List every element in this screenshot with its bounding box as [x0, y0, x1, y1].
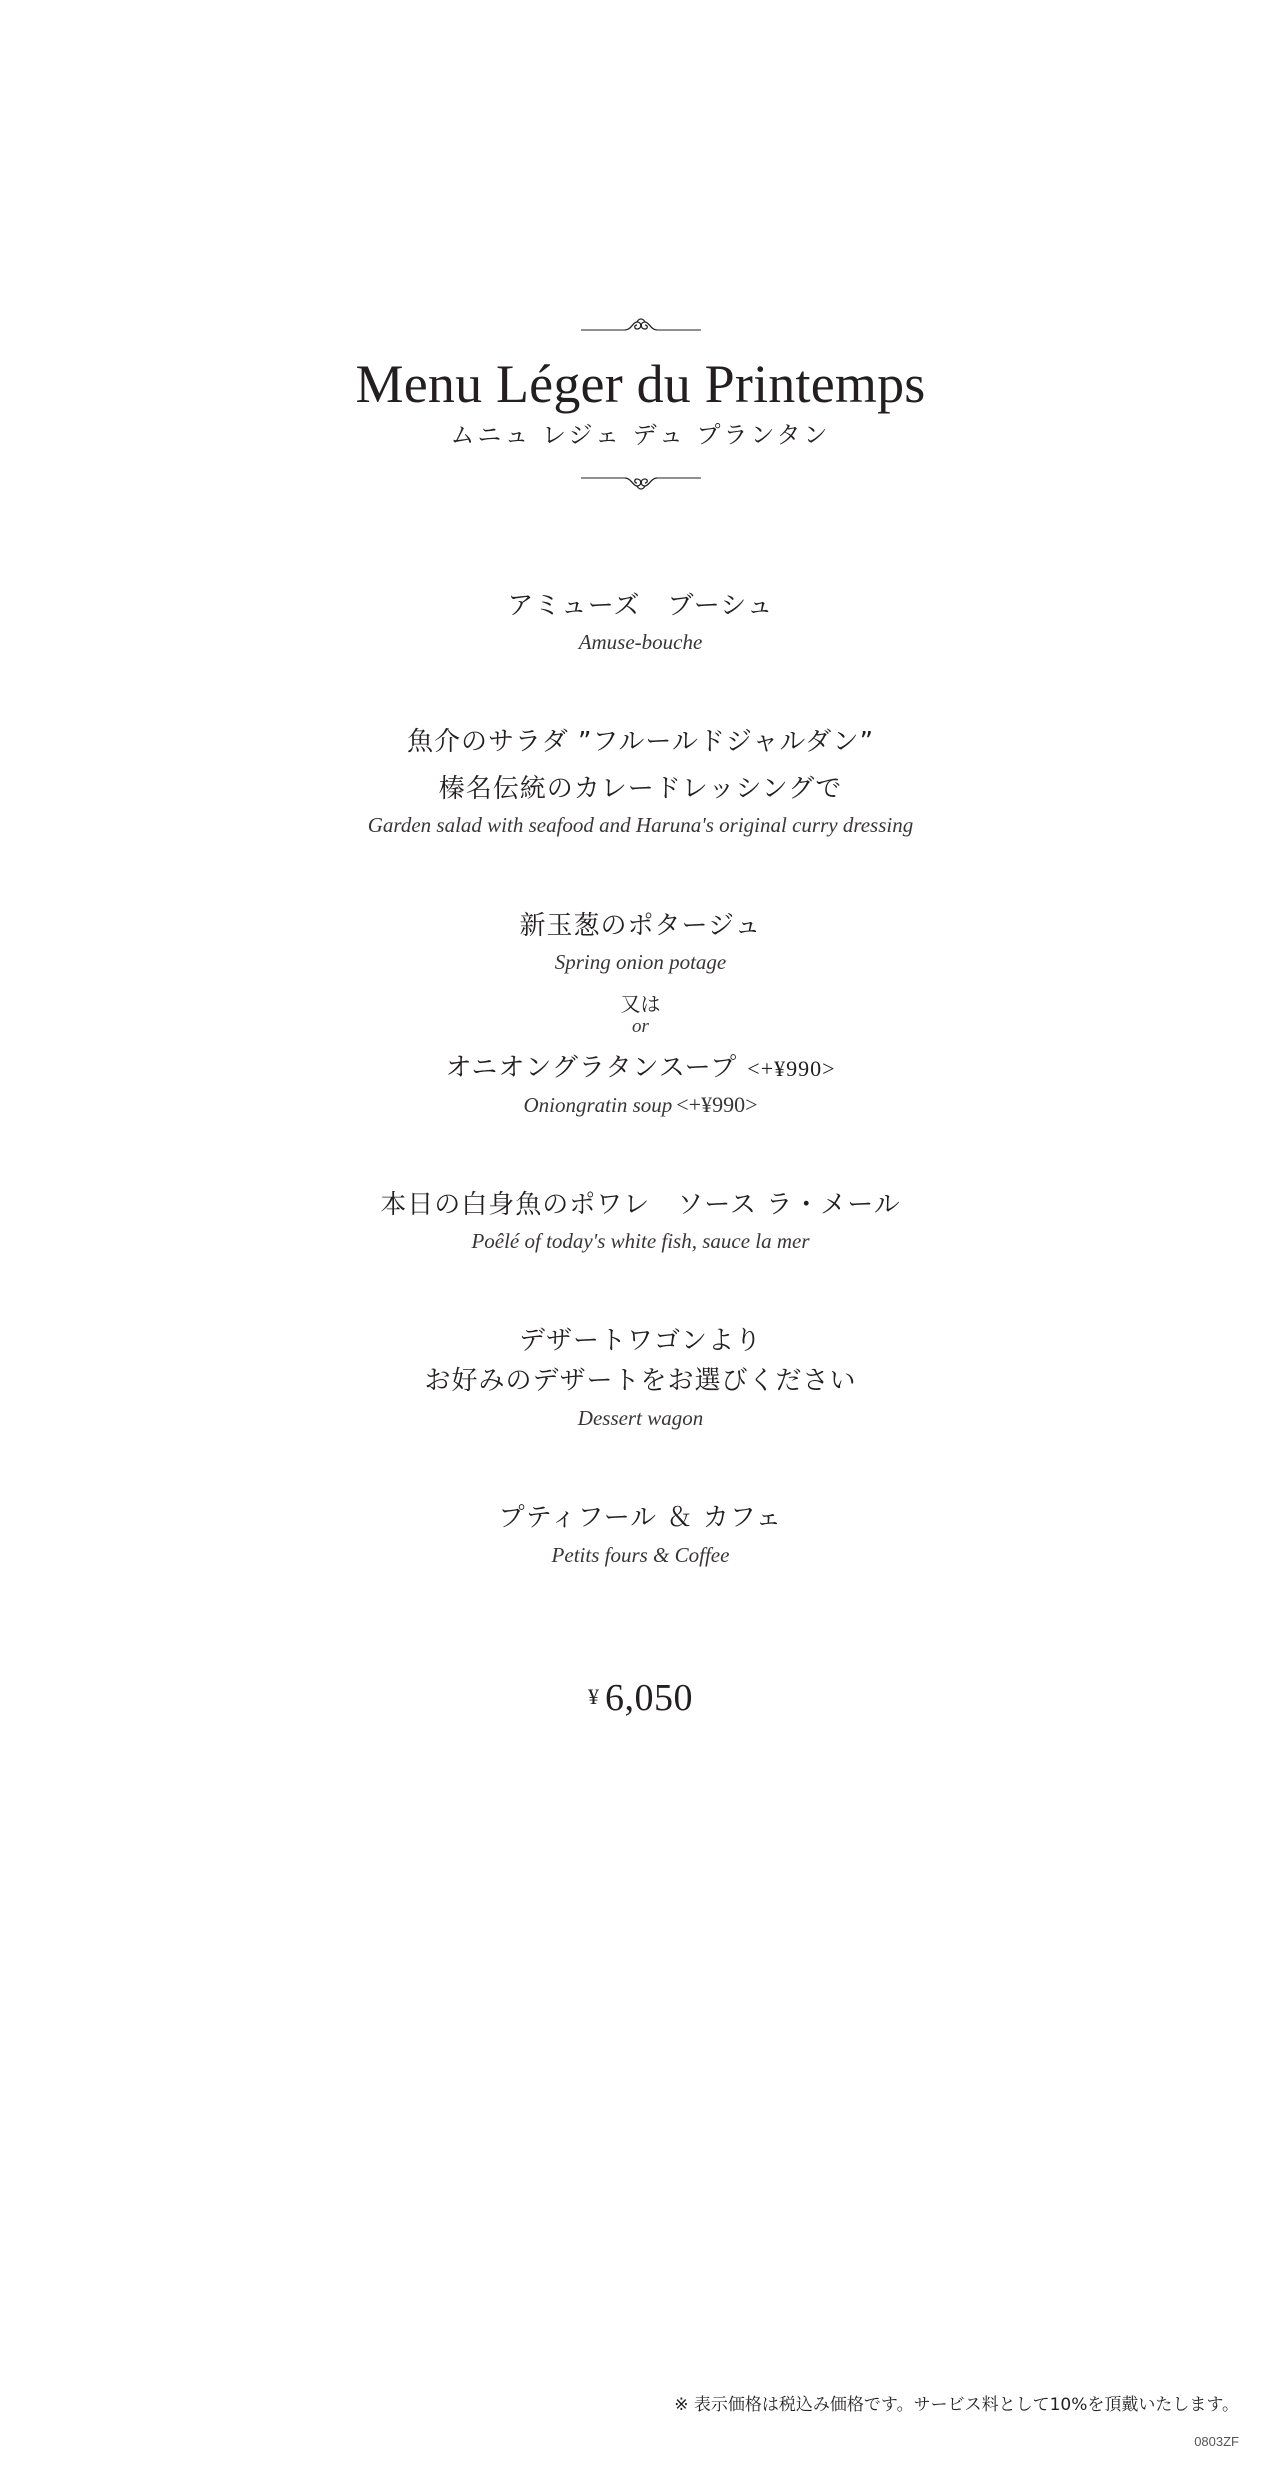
course-salad-japanese-line1: 魚介のサラダ ”フルールドジャルダン” — [406, 727, 875, 757]
menu-price — [0, 1676, 1281, 1720]
flourish-icon — [579, 312, 703, 340]
course-salad — [0, 729, 1281, 755]
course-petits-fours-japanese: プティフール ＆ カフェ — [498, 1503, 783, 1533]
course-petits-fours-english: Petits fours & Coffee — [551, 1543, 730, 1567]
bottom-flourish-ornament — [0, 470, 1281, 498]
course-amuse-japanese: アミューズ ブーシュ — [507, 591, 774, 621]
course-dessert-japanese-line1: デザートワゴンより — [518, 1326, 762, 1356]
course-salad-english: Garden salad with seafood and Haruna's original curry dressing — [367, 813, 914, 837]
course-fish-japanese: 本日の白身魚のポワレ ソース ラ・メール — [380, 1190, 901, 1220]
course-fish — [0, 1192, 1281, 1218]
course-dessert-english: Dessert wagon — [577, 1406, 704, 1430]
course-amuse-english: Amuse-bouche — [578, 630, 703, 654]
menu-title-block — [0, 354, 1281, 414]
course-soup-option2-supplement: <+¥990> — [747, 1056, 836, 1081]
course-soup-option2-english-supplement: <+¥990> — [676, 1092, 758, 1117]
course-dessert-japanese-line2: お好みのデザートをお選びください — [424, 1366, 857, 1396]
tax-service-note: ※ 表示価格は税込み価格です。サービス料として10%を頂戴いたします。 — [674, 2395, 1239, 2415]
course-petits-fours — [0, 1505, 1281, 1531]
menu-title-french: Menu Léger du Printemps — [355, 354, 926, 414]
course-salad-japanese-line2: 榛名伝統のカレードレッシングで — [438, 774, 843, 804]
course-fish-english: Poêlé of today's white fish, sauce la mer — [471, 1229, 810, 1253]
course-soup-option1-japanese: 新玉葱のポタージュ — [519, 911, 762, 941]
or-label-japanese: 又は — [620, 992, 661, 1016]
flourish-icon — [579, 470, 703, 498]
course-soup-option2-japanese: オニオングラタンスープ — [445, 1053, 738, 1083]
course-soup-option1-english: Spring onion potage — [554, 950, 727, 974]
course-amuse — [0, 593, 1281, 619]
course-soup-option2-english: Oniongratin soup — [523, 1093, 673, 1117]
course-soup — [0, 913, 1281, 939]
top-flourish-ornament — [0, 312, 1281, 340]
course-dessert — [0, 1328, 1281, 1354]
course-soup-option2 — [0, 1055, 1281, 1081]
price-currency: ¥ — [588, 1684, 599, 1709]
or-label-english: or — [632, 1016, 649, 1037]
menu-title-japanese: ムニュ レジェ デュ プランタン — [450, 421, 831, 449]
course-soup-option2-english-line — [0, 1094, 1281, 1116]
document-code: 0803ZF — [1194, 2434, 1239, 2449]
price-amount: 6,050 — [605, 1677, 693, 1719]
